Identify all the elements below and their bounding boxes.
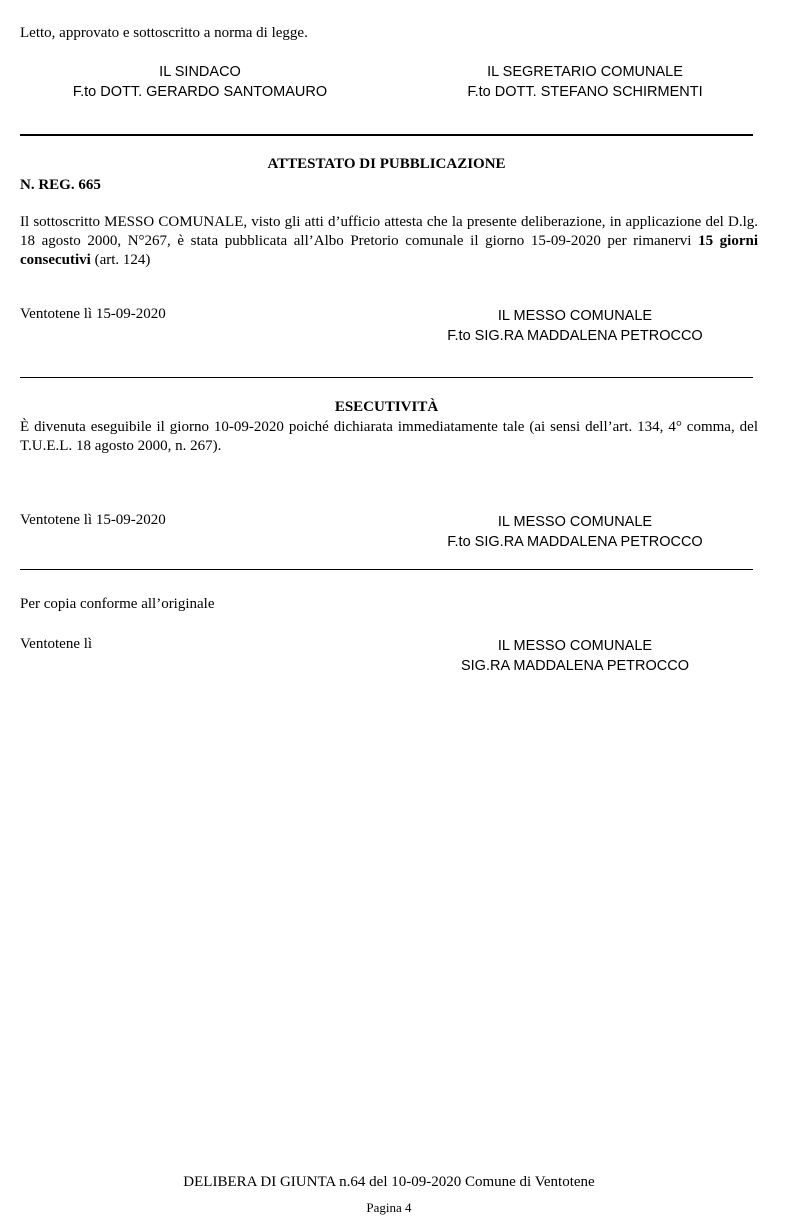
executivity-body: È divenuta eseguibile il giorno 10-09-2020 poiché dichiarata immediatamente tale (ai sensi dell’art. 134, 4° comma, del T.U.E.L. 18 agosto 2000, n. 267). <box>20 419 758 454</box>
copy-signer-name: SIG.RA MADDALENA PETROCCO <box>460 658 690 674</box>
section-divider <box>20 377 753 378</box>
section-divider <box>20 569 753 570</box>
copy-signature-block <box>420 636 730 676</box>
executivity-place-date: Ventotene lì 15-09-2020 <box>20 512 166 528</box>
copy-place-date: Ventotene lì <box>20 636 93 652</box>
sindaco-title: IL SINDACO <box>159 64 241 80</box>
segretario-name: F.to DOTT. STEFANO SCHIRMENTI <box>467 84 703 100</box>
executivity-signer-title: IL MESSO COMUNALE <box>497 514 653 530</box>
publication-signature-block <box>420 306 730 346</box>
copy-signer-title: IL MESSO COMUNALE <box>497 638 653 654</box>
publication-signer-name: F.to SIG.RA MADDALENA PETROCCO <box>447 328 703 344</box>
copy-statement: Per copia conforme all’originale <box>20 596 215 612</box>
sindaco-name: F.to DOTT. GERARDO SANTOMAURO <box>72 84 328 100</box>
segretario-signature-block <box>420 62 750 102</box>
approval-statement: Letto, approvato e sottoscritto a norma di legge. <box>20 25 308 41</box>
registry-number: N. REG. 665 <box>20 177 101 193</box>
publication-body <box>20 213 758 270</box>
publication-heading: ATTESTATO DI PUBBLICAZIONE <box>267 156 506 172</box>
publication-place-date: Ventotene lì 15-09-2020 <box>20 306 166 322</box>
segretario-title: IL SEGRETARIO COMUNALE <box>487 64 683 80</box>
publication-signer-title: IL MESSO COMUNALE <box>497 308 653 324</box>
section-divider <box>20 134 753 136</box>
sindaco-signature-block <box>40 62 360 102</box>
page-number: Pagina 4 <box>366 1200 412 1215</box>
publication-days: 15 giorni consecutivi <box>20 233 758 268</box>
footer-reference: DELIBERA DI GIUNTA n.64 del 10-09-2020 Comune di Ventotene <box>183 1174 595 1190</box>
executivity-signature-block <box>420 512 730 552</box>
publication-article: (art. 124) <box>90 252 151 268</box>
executivity-heading: ESECUTIVITÀ <box>334 399 439 415</box>
executivity-signer-name: F.to SIG.RA MADDALENA PETROCCO <box>447 534 703 550</box>
publication-body-text: Il sottoscritto MESSO COMUNALE, visto gli atti d’ufficio attesta che la presente deliberazione, in applicazione del D.lg. 18 agosto 2000, N°267, è stata pubblicata all’Albo Pretorio comunale il giorno 15-09-2020 per rimanervi <box>20 214 758 249</box>
